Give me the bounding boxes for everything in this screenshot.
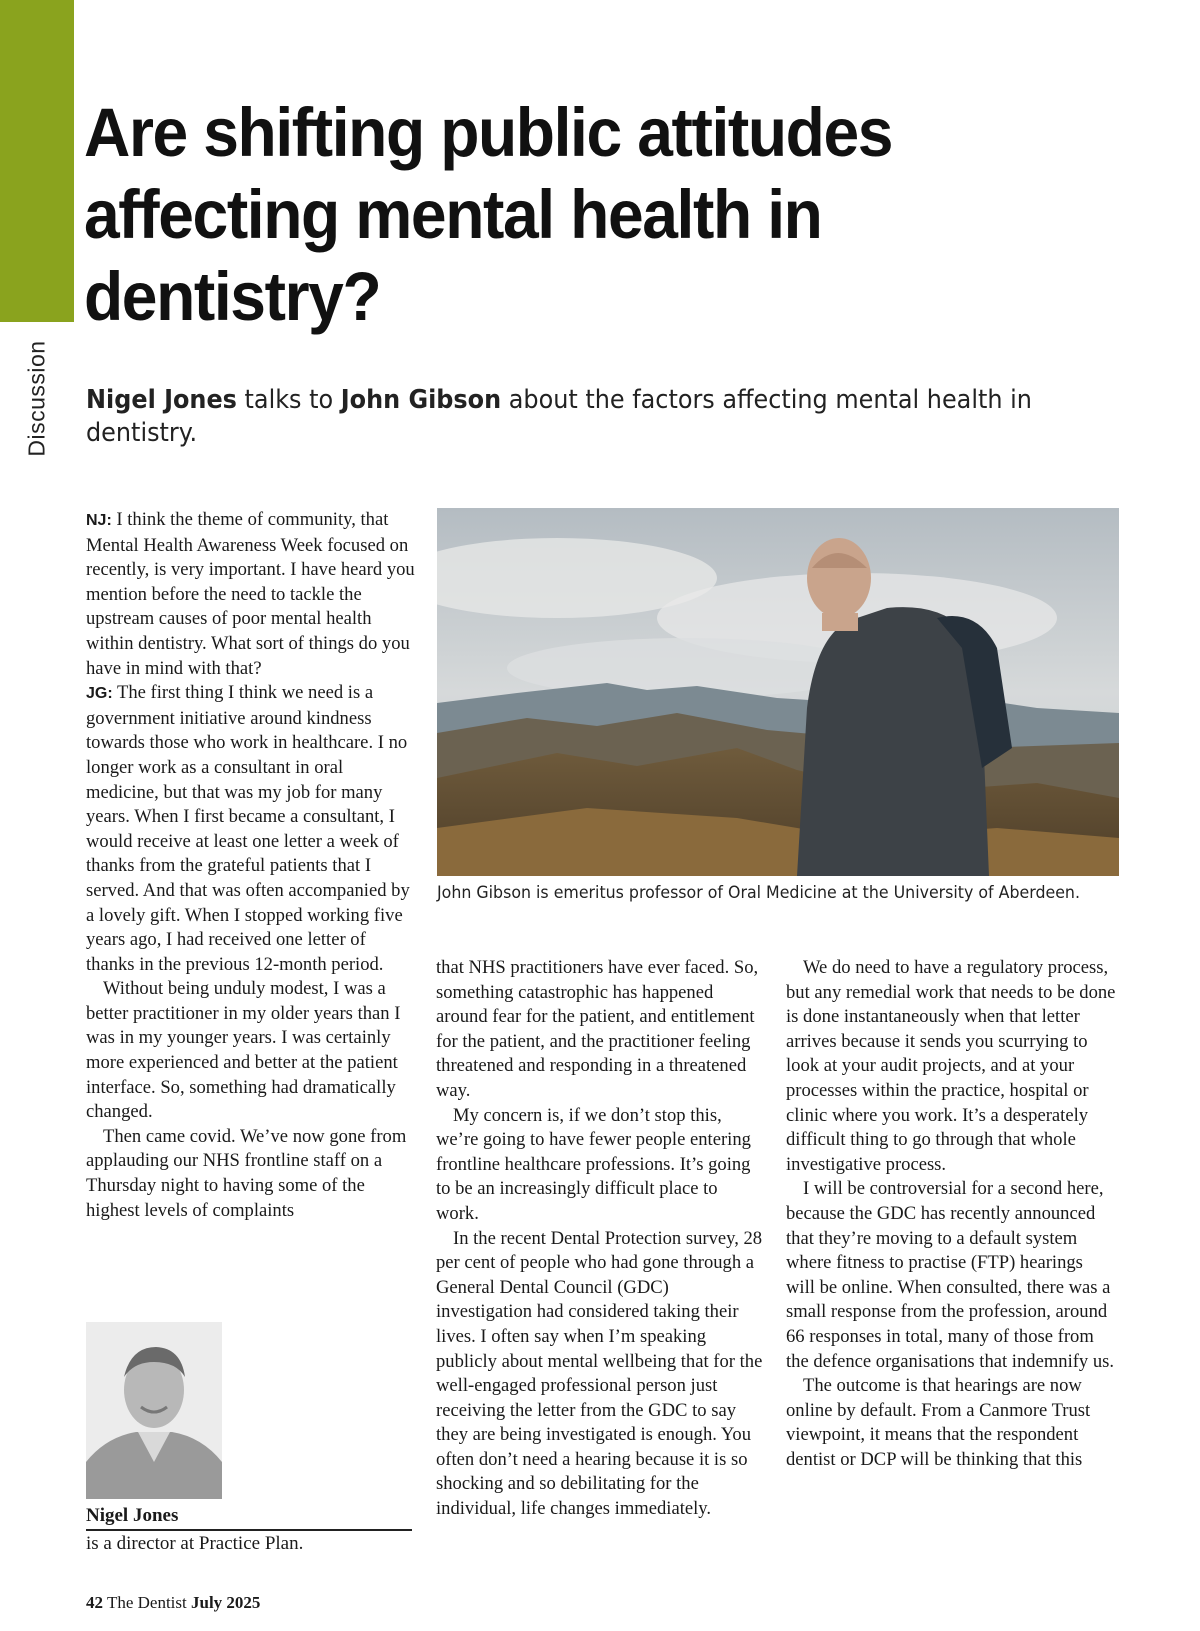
paragraph-text: I think the theme of community, that Mental Health Awareness Week focused on recently, is very important. I have heard you mention before the need to tackle the upstream causes of poor mental health within dentistry. What sort of things do you have in mind with that?	[86, 509, 415, 679]
paragraph: The outcome is that hearings are now online by default. From a Canmore Trust viewpoint, it means that the respondent dentist or DCP will be thinking that this	[786, 1375, 1091, 1470]
standfirst-name-2: John Gibson	[340, 385, 502, 415]
standfirst-mid: talks to	[236, 385, 341, 415]
page-footer	[86, 1593, 260, 1613]
paragraph-text: The first thing I think we need is a government initiative around kindness towards those who work in healthcare. I no longer work as a consultant in oral medicine, but that was my job for many years. When I first became a consultant, I would receive at least one letter a week of thanks from the grateful patients that I served. And that was often accompanied by a lovely gift. When I stopped working five years ago, I had received one letter of thanks in the previous 12-month period.	[86, 682, 410, 975]
paragraph: In the recent Dental Protection survey, 28 per cent of people who had gone through a General Dental Council (GDC) investigation had considered taking their lives. I often say when I’m speaking publicly about mental wellbeing that for the well-engaged professional person just receiving the letter from the GDC to say they are being investigated is enough. You often don’t need a hearing because it is so shocking and so debilitating for the individual, life changes immediately.	[436, 1227, 763, 1520]
paragraph: Without being unduly modest, I was a better practitioner in my older years than I was in my younger years. I was certainly more experienced and better at the patient interface. So, something had dramatically changed.	[86, 978, 401, 1123]
paragraph: I will be controversial for a second here, because the GDC has recently announced that they’re moving to a default system where fitness to practise (FTP) hearings will be online. When consulted, there was a small response from the profession, around 66 responses in total, many of those from the defence organisations that indemnify us.	[786, 1178, 1115, 1372]
standfirst	[86, 384, 1043, 450]
headline-line-2: affecting mental health in	[84, 176, 822, 253]
issue-date: July 2025	[190, 1593, 261, 1612]
headline	[84, 92, 1070, 338]
speaker-label-nj: NJ:	[86, 512, 112, 529]
article-column-1	[86, 508, 416, 1223]
paragraph: My concern is, if we don’t stop this, we’re going to have fewer people entering frontline healthcare professions. It’s going to be an increasingly difficult place to work.	[436, 1104, 751, 1224]
headline-line-1: Are shifting public attitudes	[84, 94, 893, 171]
paragraph: We do need to have a regulatory process, but any remedial work that needs to be done is done instantaneously when that letter arrives because it sends you scurrying to look at your audit projects, and at your processes within the practice, hospital or clinic where you work. It’s a desperately difficult thing to go through that whole investigative process.	[786, 957, 1116, 1175]
paragraph: that NHS practitioners have ever faced. So, something catastrophic has happened around fear for the patient, and entitlement for the patient, and the practitioner feeling threatened and responding in a threatened way.	[436, 957, 759, 1101]
headshot-illustration	[86, 1322, 222, 1499]
paragraph: Then came covid. We’ve now gone from applauding our NHS frontline staff on a Thursday night to having some of the highest levels of complaints	[86, 1125, 407, 1221]
nigel-jones-headshot	[86, 1322, 222, 1499]
section-label	[22, 335, 52, 465]
section-color-bar	[0, 0, 74, 322]
publication-name: The Dentist	[103, 1593, 191, 1612]
speaker-label-jg: JG:	[86, 685, 113, 703]
article-column-3	[786, 956, 1116, 1472]
paragraph	[86, 508, 416, 977]
author-role: is a director at Practice Plan.	[86, 1533, 304, 1554]
headline-line-3: dentistry?	[84, 258, 381, 335]
article-column-2	[436, 956, 764, 1522]
section-label-text: Discussion	[23, 340, 50, 457]
photo-illustration	[437, 508, 1119, 876]
author-name: Nigel Jones	[86, 1505, 412, 1531]
john-gibson-photo	[437, 508, 1119, 876]
standfirst-name-1: Nigel Jones	[86, 385, 237, 415]
standfirst-rest: about the factors affecting mental health in dentistry.	[86, 385, 1032, 448]
photo-caption: John Gibson is emeritus professor of Oral Medicine at the University of Aberdeen.	[437, 883, 1080, 903]
page-number: 42	[86, 1593, 103, 1612]
